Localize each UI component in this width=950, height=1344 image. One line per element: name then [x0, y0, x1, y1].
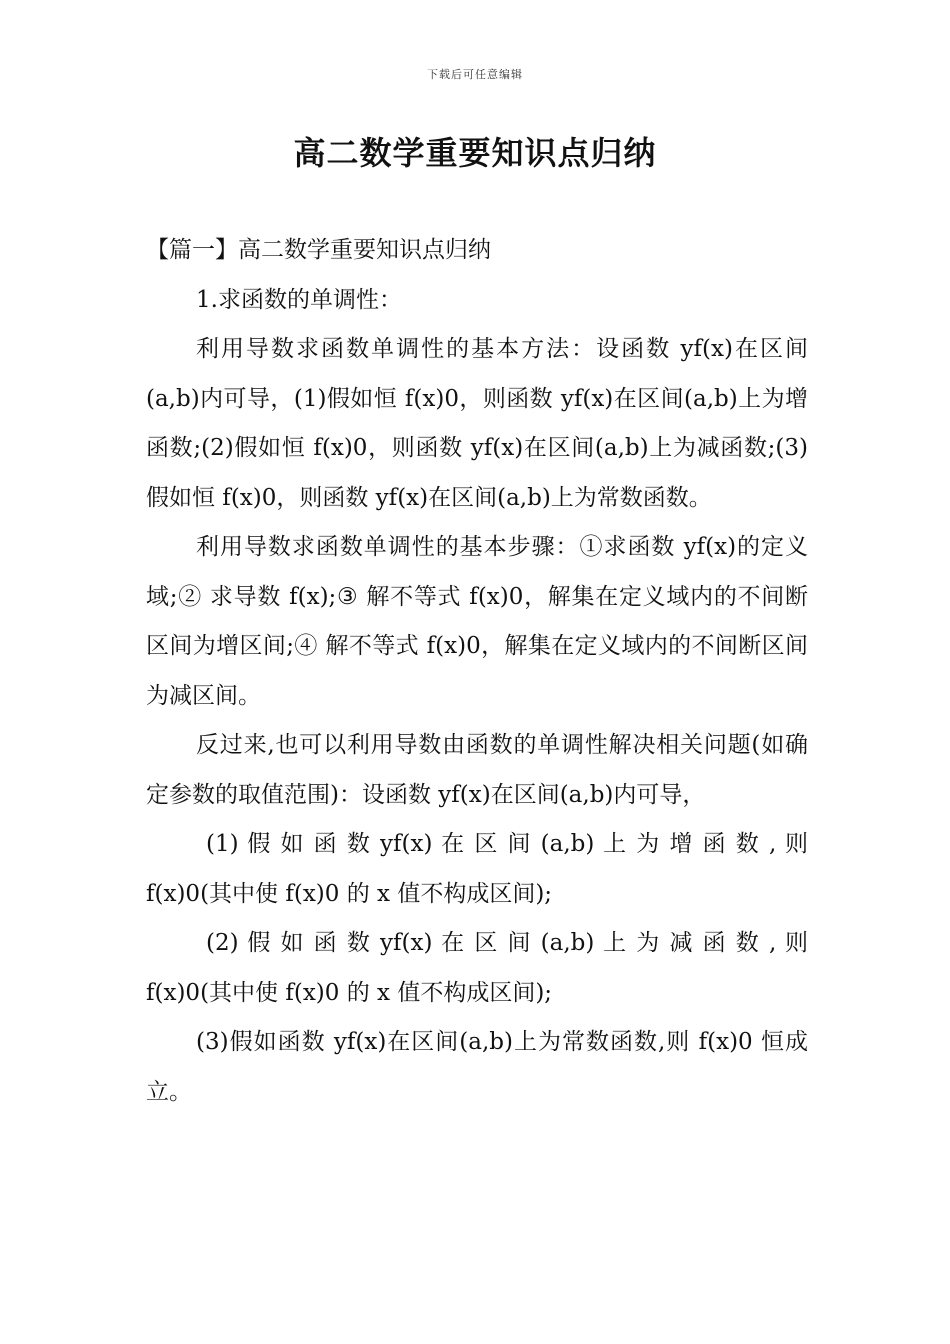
- paragraph-case-constant: (3)假如函数 yf(x)在区间(a,b)上为常数函数,则 f(x)0 恒成立。: [146, 1029, 808, 1105]
- paragraph-case-decreasing: (2) 假 如 函 数 yf(x) 在 区 间 (a,b) 上 为 减 函 数 , 则 f(x)0(其中使 f(x)0 的 x 值不构成区间);: [146, 930, 808, 1006]
- paragraph-converse: 反过来,也可以利用导数由函数的单调性解决相关问题(如确定参数的取值范围)：设函数 yf(x)在区间(a,b)内可导，: [146, 732, 808, 808]
- header-note: 下载后可任意编辑: [427, 68, 523, 81]
- paragraph-item-1: 1.求函数的单调性：: [196, 286, 402, 313]
- paragraph-basic-method: 利用导数求函数单调性的基本方法：设函数 yf(x)在区间(a,b)内可导，(1)假如恒 f(x)0，则函数 yf(x)在区间(a,b)上为增函数;(2)假如恒 f(x)0，则函数 yf(x)在区间(a,b)上为减函数;(3)假如恒 f(x)0，则函数 yf(x)在区间(a,b)上为常数函数。: [146, 336, 808, 511]
- document-title: 高二数学重要知识点归纳: [293, 134, 657, 172]
- section-heading: 【篇一】高二数学重要知识点归纳: [146, 237, 491, 263]
- paragraph-basic-steps: 利用导数求函数单调性的基本步骤：①求函数 yf(x)的定义域;② 求导数 f(x);③ 解不等式 f(x)0，解集在定义域内的不间断区间为增区间;④ 解不等式 f(x)0，解集在定义域内的不间断区间为减区间。: [146, 534, 808, 709]
- paragraph-case-increasing: (1) 假 如 函 数 yf(x) 在 区 间 (a,b) 上 为 增 函 数 , 则 f(x)0(其中使 f(x)0 的 x 值不构成区间);: [146, 831, 808, 907]
- document-body: [146, 226, 808, 1117]
